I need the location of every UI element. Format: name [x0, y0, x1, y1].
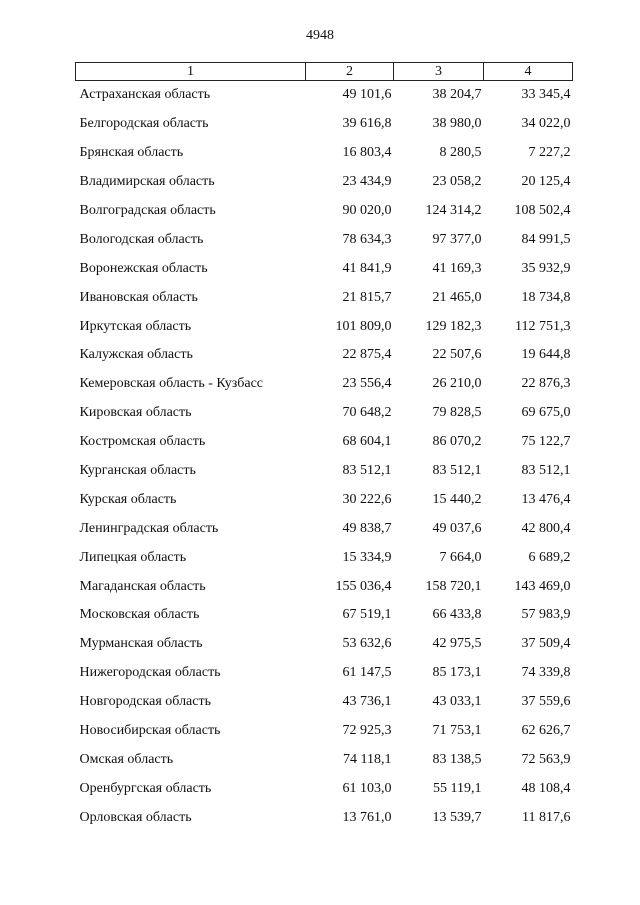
value-cell-col4: 72 563,9	[521, 751, 571, 767]
page-number: 4948	[306, 28, 334, 43]
table-row	[76, 630, 573, 659]
region-name-cell: Кемеровская область - Кузбасс	[79, 376, 264, 392]
value-cell-col3: 86 070,2	[432, 434, 482, 450]
region-name-cell: Мурманская область	[79, 636, 203, 652]
table-row	[76, 428, 573, 457]
region-name-cell: Вологодская область	[79, 231, 204, 247]
value-cell-col4: 112 751,3	[515, 318, 571, 334]
value-cell-col4: 18 734,8	[521, 289, 571, 305]
region-name-cell: Омская область	[79, 751, 174, 767]
value-cell-col4: 35 932,9	[521, 260, 571, 276]
region-name-cell: Липецкая область	[79, 549, 187, 565]
table-row	[76, 341, 573, 370]
value-cell-col4: 57 983,9	[521, 607, 571, 623]
region-name-cell: Магаданская область	[79, 578, 206, 594]
value-cell-col4: 62 626,7	[521, 723, 571, 739]
region-name-cell: Оренбургская область	[79, 780, 212, 796]
region-name-cell: Брянская область	[79, 145, 184, 161]
value-cell-col4: 83 512,1	[521, 463, 571, 479]
value-cell-col3: 38 204,7	[432, 87, 482, 103]
table-row	[76, 81, 573, 110]
value-cell-col3: 21 465,0	[432, 289, 482, 305]
region-name-cell: Волгоградская область	[79, 203, 216, 218]
value-cell-col3: 49 037,6	[432, 520, 482, 536]
table-row	[76, 688, 573, 717]
value-cell-col3: 79 828,5	[432, 405, 482, 421]
value-cell-col2: 23 434,9	[342, 174, 392, 190]
value-cell-col2: 68 604,1	[342, 434, 392, 450]
region-name-cell: Курганская область	[79, 463, 196, 479]
value-cell-col4: 75 122,7	[521, 434, 571, 450]
value-cell-col4: 19 644,8	[521, 347, 571, 363]
value-cell-col4: 143 469,0	[514, 578, 571, 594]
value-cell-col2: 49 838,7	[342, 520, 392, 536]
table-row	[76, 168, 573, 197]
value-cell-col3: 8 280,5	[439, 145, 482, 161]
table-row	[76, 774, 573, 803]
value-cell-col3: 158 720,1	[425, 578, 482, 594]
column-header-1: 1	[76, 63, 306, 81]
region-name-cell: Кировская область	[79, 405, 192, 421]
table-row	[76, 572, 573, 601]
table-row	[76, 803, 573, 832]
value-cell-col2: 49 101,6	[342, 87, 392, 103]
value-cell-col3: 129 182,3	[425, 318, 482, 334]
table-row	[76, 717, 573, 746]
value-cell-col2: 53 632,6	[342, 636, 392, 652]
value-cell-col3: 83 512,1	[432, 463, 482, 479]
value-cell-col2: 21 815,7	[342, 289, 392, 305]
value-cell-col3: 26 210,0	[432, 376, 482, 392]
region-name-cell: Костромская область	[79, 434, 206, 450]
column-header-4: 4	[484, 63, 573, 81]
region-name-cell: Калужская область	[79, 347, 193, 363]
value-cell-col4: 37 509,4	[521, 636, 571, 652]
value-cell-col2: 22 875,4	[342, 347, 392, 363]
value-cell-col2: 90 020,0	[342, 203, 392, 218]
value-cell-col2: 101 809,0	[335, 318, 392, 334]
value-cell-col2: 74 118,1	[343, 751, 392, 767]
table-body	[76, 81, 573, 833]
table-header	[76, 63, 573, 81]
value-cell-col4: 33 345,4	[521, 87, 571, 103]
region-name-cell: Воронежская область	[79, 260, 208, 276]
value-cell-col4: 34 022,0	[521, 116, 571, 132]
value-cell-col4: 13 476,4	[521, 491, 571, 507]
value-cell-col4: 69 675,0	[521, 405, 571, 421]
table-row	[76, 254, 573, 283]
column-header-2: 2	[306, 63, 394, 81]
region-name-cell: Ивановская область	[79, 289, 198, 305]
value-cell-col2: 39 616,8	[342, 116, 392, 132]
table-row	[76, 283, 573, 312]
table-row	[76, 312, 573, 341]
table-row	[76, 543, 573, 572]
table-row	[76, 601, 573, 630]
value-cell-col2: 23 556,4	[342, 376, 392, 392]
table-row	[76, 139, 573, 168]
table-row	[76, 370, 573, 399]
value-cell-col4: 42 800,4	[521, 520, 571, 536]
region-name-cell: Владимирская область	[79, 174, 215, 190]
value-cell-col2: 16 803,4	[342, 145, 392, 161]
region-name-cell: Иркутская область	[79, 318, 192, 334]
value-cell-col4: 48 108,4	[521, 780, 571, 796]
table-row	[76, 745, 573, 774]
value-cell-col3: 55 119,1	[433, 780, 482, 796]
value-cell-col2: 41 841,9	[342, 260, 392, 276]
value-cell-col4: 22 876,3	[521, 376, 571, 392]
value-cell-col2: 78 634,3	[342, 231, 392, 247]
value-cell-col3: 38 980,0	[432, 116, 482, 132]
value-cell-col3: 43 033,1	[432, 694, 482, 710]
table-row	[76, 485, 573, 514]
table-row	[76, 225, 573, 254]
table-row	[76, 457, 573, 486]
value-cell-col4: 74 339,8	[521, 665, 571, 681]
value-cell-col4: 20 125,4	[521, 174, 571, 190]
table-row	[76, 197, 573, 226]
region-name-cell: Новгородская область	[79, 694, 211, 710]
table-row	[76, 659, 573, 688]
table-row	[76, 110, 573, 139]
region-name-cell: Нижегородская область	[79, 665, 221, 681]
value-cell-col3: 85 173,1	[432, 665, 482, 681]
region-name-cell: Московская область	[79, 607, 200, 623]
region-name-cell: Астраханская область	[79, 87, 211, 103]
region-name-cell: Орловская область	[79, 809, 192, 825]
value-cell-col4: 108 502,4	[514, 203, 571, 218]
region-name-cell: Белгородская область	[79, 116, 209, 132]
value-cell-col2: 30 222,6	[342, 491, 392, 507]
value-cell-col2: 61 103,0	[342, 780, 392, 796]
value-cell-col3: 23 058,2	[432, 174, 482, 190]
value-cell-col3: 66 433,8	[432, 607, 482, 623]
value-cell-col4: 11 817,6	[522, 809, 571, 825]
region-name-cell: Новосибирская область	[79, 723, 221, 739]
value-cell-col3: 13 539,7	[432, 809, 482, 825]
value-cell-col3: 15 440,2	[432, 491, 482, 507]
table-row	[76, 399, 573, 428]
header-row	[76, 63, 573, 81]
value-cell-col4: 6 689,2	[528, 549, 571, 565]
value-cell-col4: 7 227,2	[528, 145, 571, 161]
value-cell-col3: 41 169,3	[432, 260, 482, 276]
region-name-cell: Ленинградская область	[79, 520, 219, 536]
value-cell-col3: 83 138,5	[432, 751, 482, 767]
value-cell-col4: 84 991,5	[521, 231, 571, 247]
table-row	[76, 514, 573, 543]
value-cell-col3: 42 975,5	[432, 636, 482, 652]
column-header-3: 3	[394, 63, 484, 81]
value-cell-col3: 97 377,0	[432, 231, 482, 247]
value-cell-col4: 37 559,6	[521, 694, 571, 710]
data-table	[75, 62, 573, 832]
value-cell-col2: 13 761,0	[342, 809, 392, 825]
value-cell-col2: 61 147,5	[342, 665, 392, 681]
region-name-cell: Курская область	[79, 491, 177, 507]
value-cell-col2: 43 736,1	[342, 694, 392, 710]
value-cell-col3: 71 753,1	[432, 723, 482, 739]
value-cell-col2: 70 648,2	[342, 405, 392, 421]
value-cell-col2: 67 519,1	[342, 607, 392, 623]
value-cell-col2: 155 036,4	[335, 578, 392, 594]
value-cell-col3: 22 507,6	[432, 347, 482, 363]
value-cell-col2: 72 925,3	[342, 723, 392, 739]
value-cell-col2: 15 334,9	[342, 549, 392, 565]
value-cell-col3: 7 664,0	[439, 549, 482, 565]
value-cell-col2: 83 512,1	[342, 463, 392, 479]
value-cell-col3: 124 314,2	[425, 203, 482, 218]
